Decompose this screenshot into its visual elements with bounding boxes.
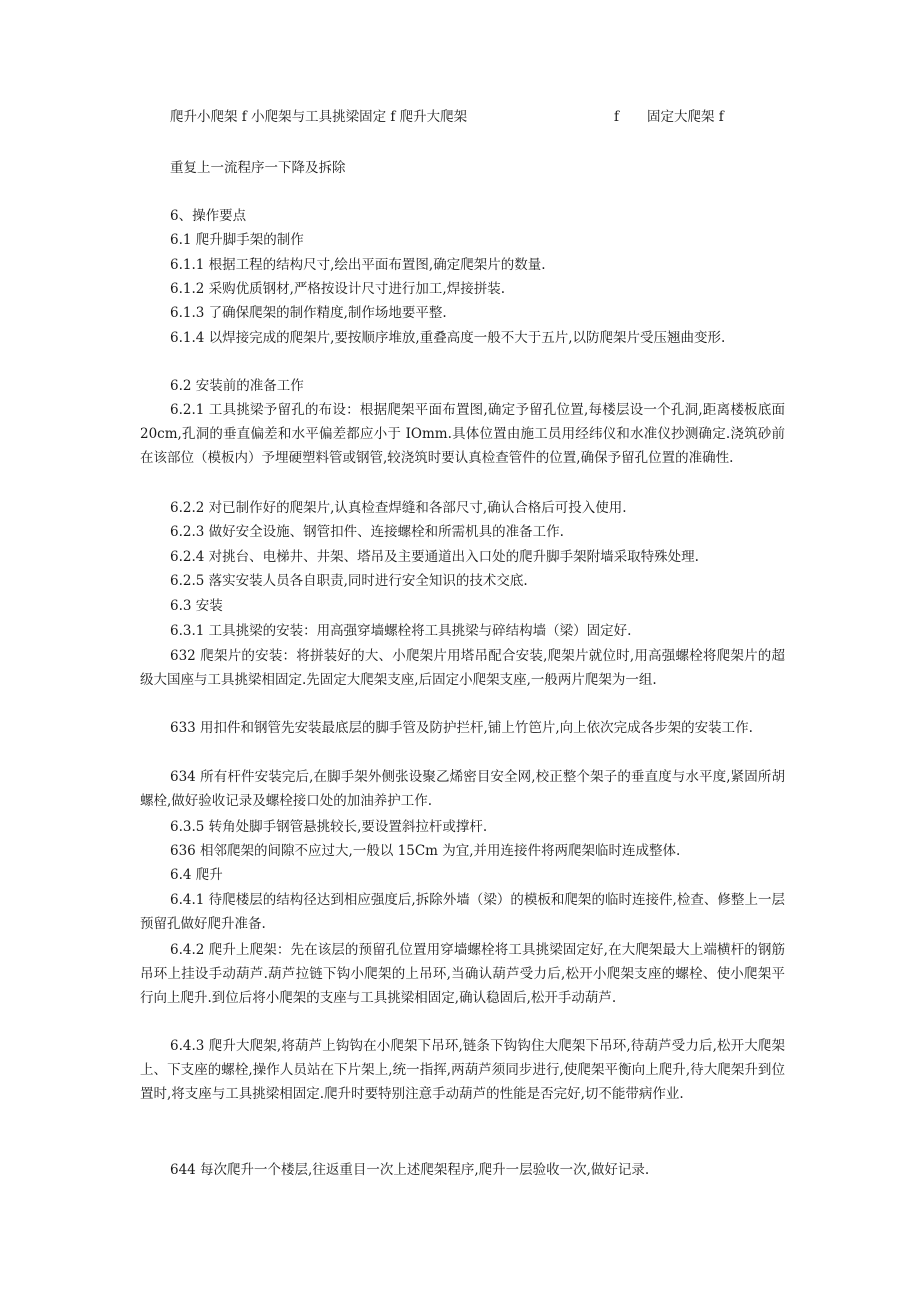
process-flow-line	[170, 107, 770, 127]
item-6-3-5: 6.3.5 转角处脚手钢管悬挑较长,要设置斜拉杆或撑杆.	[170, 819, 488, 835]
item-6-1-1: 6.1.1 根据工程的结构尺寸,绘出平面布置图,确定爬架片的数量.	[170, 257, 546, 273]
flow-part-3: 固定大爬架 f	[647, 109, 724, 125]
item-6-2-5: 6.2.5 落实安装人员各自职责,同时进行安全知识的技术交底.	[170, 573, 528, 589]
item-6-2-1: 6.2.1 工具挑梁予留孔的布设：根据爬架平面布置图,确定予留孔位置,每楼层设一个孔洞,距离楼板底面 20cm,孔洞的垂直偏差和水平偏差都应小于 IOmm.具体位置由施工员用经纬仪和水准仪抄测确定.浇筑砂前在该部位（模板内）予埋硬塑料管或钢管,较浇筑时要认真检查管件的位置,确保予留孔位置的准确性.	[140, 402, 785, 466]
item-6-4-1: 6.4.1 待爬楼层的结构径达到相应强度后,拆除外墙（梁）的模板和爬架的临时连接件,检查、修整上一层预留孔做好爬升准备.	[140, 892, 785, 932]
item-6-3-6: 636 相邻爬架的间隙不应过大,一般以 15Cm 为宜,并用连接件将两爬架临时连成整体.	[170, 843, 681, 859]
item-6-1-4: 6.1.4 以焊接完成的爬架片,要按顺序堆放,重叠高度一般不大于五片,以防爬架片受压翘曲变形.	[170, 330, 726, 346]
flow-part-2: f	[614, 109, 619, 125]
item-6-2-4: 6.2.4 对挑台、电梯井、井架、塔吊及主要通道出入口处的爬升脚手架附墙采取特殊处理.	[170, 549, 699, 565]
item-6-4-2: 6.4.2 爬升上爬架：先在该层的预留孔位置用穿墙螺栓将工具挑梁固定好,在大爬架最大上端横杆的钢筋吊环上挂设手动葫芦.葫芦拉链下钩小爬架的上吊环,当确认葫芦受力后,松开小爬架支座的螺栓、使小爬架平行向上爬升.到位后将小爬架的支座与工具挑梁相固定,确认稳固后,松开手动葫芦.	[140, 942, 785, 1006]
item-6-3-1: 6.3.1 工具挑梁的安装：用高强穿墙螺栓将工具挑梁与碎结构墙（梁）固定好.	[170, 623, 632, 639]
section-6-2-title: 6.2 安装前的准备工作	[170, 378, 304, 394]
item-6-3-2: 632 爬架片的安装：将拼装好的大、小爬架片用塔吊配合安装,爬架片就位时,用高强螺栓将爬架片的超级大国座与工具挑梁相固定.先固定大爬架支座,后固定小爬架支座,一般两片爬架为一组.	[140, 648, 785, 688]
item-6-3-4: 634 所有杆件安装完后,在脚手架外侧张设聚乙烯密目安全网,校正整个架子的垂直度与水平度,紧固所胡螺栓,做好验收记录及螺栓接口处的加油养护工作.	[140, 769, 785, 809]
item-6-2-3: 6.2.3 做好安全设施、钢管扣件、连接螺栓和所需机具的准备工作.	[170, 524, 564, 540]
section-6-1-title: 6.1 爬升脚手架的制作	[170, 232, 304, 248]
item-6-2-2: 6.2.2 对已制作好的爬架片,认真检查焊缝和各部尺寸,确认合格后可投入使用.	[170, 500, 627, 516]
item-6-1-3: 6.1.3 了确保爬架的制作精度,制作场地要平整.	[170, 305, 447, 321]
item-6-4-4: 644 每次爬升一个楼层,往返重目一次上述爬架程序,爬升一层验收一次,做好记录.	[170, 1162, 650, 1178]
repeat-line: 重复上一流程序一下降及拆除	[170, 160, 346, 176]
section-6-title: 6、操作要点	[170, 208, 247, 224]
section-6-4-title: 6.4 爬升	[170, 867, 223, 883]
item-6-4-3: 6.4.3 爬升大爬架,将葫芦上钩钩在小爬架下吊环,链条下钩钩住大爬架下吊环,待葫芦受力后,松开大爬架上、下支座的螺栓,操作人员站在下片架上,统一指挥,两葫芦须同步进行,使爬架平衡向上爬升,待大爬架升到位置时,将支座与工具挑梁相固定.爬升时要特别注意手动葫芦的性能是否完好,切不能带病作业.	[140, 1038, 785, 1102]
item-6-3-3: 633 用扣件和钢管先安装最底层的脚手管及防护拦杆,铺上竹笆片,向上依次完成各步架的安装工作.	[170, 720, 753, 736]
item-6-1-2: 6.1.2 采购优质钢材,严格按设计尺寸进行加工,焊接拼装.	[170, 281, 506, 297]
section-6-3-title: 6.3 安装	[170, 598, 223, 614]
flow-part-1: 爬升小爬架 f 小爬架与工具挑梁固定 f 爬升大爬架	[170, 109, 468, 125]
